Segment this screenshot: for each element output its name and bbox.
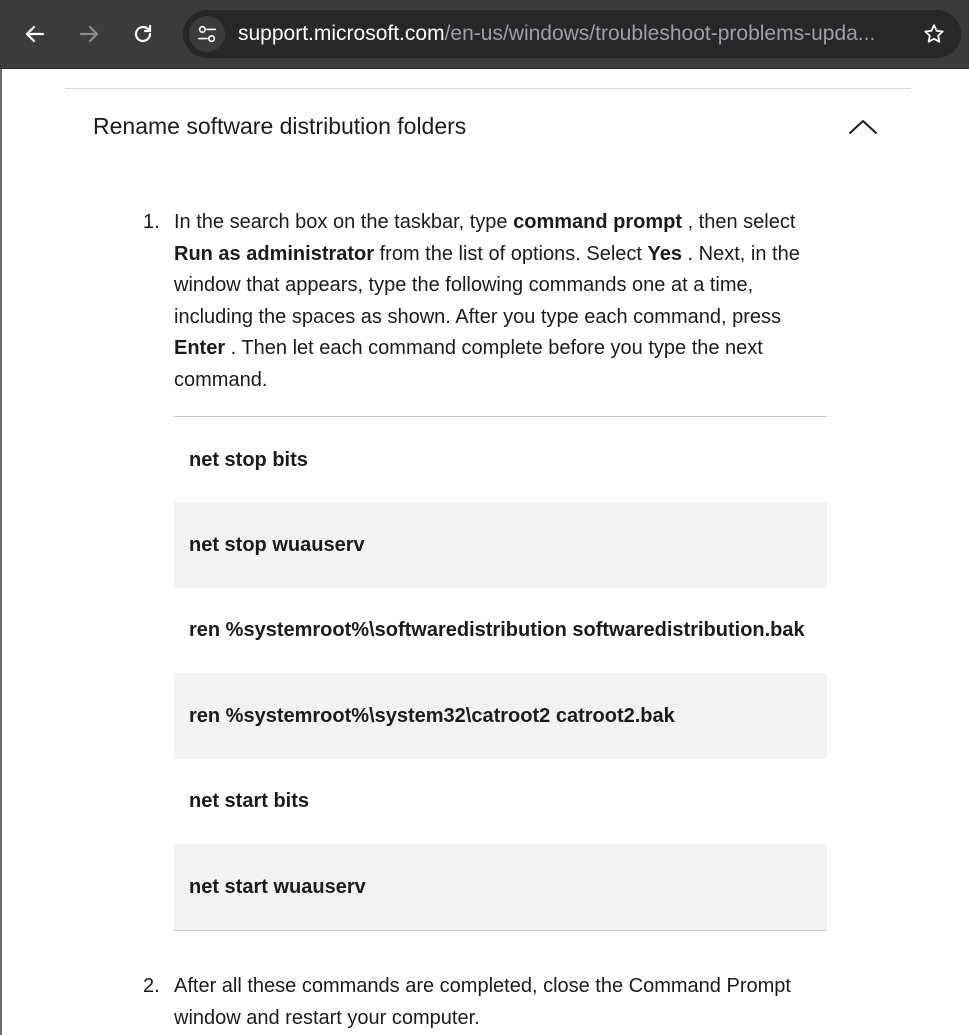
url-text[interactable] <box>238 22 898 46</box>
arrow-left-icon <box>23 22 47 46</box>
command-row: net stop bits <box>189 448 308 471</box>
browser-toolbar <box>0 0 969 69</box>
collapse-toggle[interactable] <box>847 115 879 139</box>
star-icon <box>922 22 946 46</box>
emphasis-yes: Yes <box>647 242 682 265</box>
accordion-title[interactable]: Rename software distribution folders <box>93 113 467 139</box>
command-row: net stop wuauserv <box>174 502 827 588</box>
emphasis-command-prompt: command prompt <box>513 211 683 233</box>
bookmark-button[interactable] <box>921 21 947 47</box>
reload-icon <box>131 22 155 46</box>
address-bar[interactable] <box>183 10 961 58</box>
command-row: net start bits <box>189 789 310 812</box>
text-span: , then select <box>682 211 796 233</box>
step-number: 1. <box>143 211 160 233</box>
back-button[interactable] <box>15 14 55 54</box>
site-info-button[interactable] <box>189 16 225 52</box>
command-row: net start wuauserv <box>174 844 827 930</box>
emphasis-enter: Enter <box>174 337 226 359</box>
step-number: 2. <box>143 975 160 997</box>
url-path: /en-us/windows/troubleshoot-problems-upda... <box>444 22 876 45</box>
emphasis-run-as-admin: Run as administrator <box>174 242 375 265</box>
step-1-text <box>174 207 826 396</box>
text-span: In the search box on the taskbar, type <box>174 211 514 233</box>
url-host: support.microsoft.com <box>238 22 445 45</box>
text-span: . Next, in the window that appears, type the following commands one at a time, including the spaces as shown. After you type each command, press <box>174 242 800 328</box>
tune-icon <box>196 23 218 45</box>
command-row: ren %systemroot%\system32\catroot2 catroot2.bak <box>174 673 827 759</box>
reload-button[interactable] <box>123 14 163 54</box>
arrow-right-icon <box>77 22 101 46</box>
table-bottom-border <box>174 930 827 931</box>
chevron-up-icon <box>847 115 879 139</box>
forward-button[interactable] <box>69 14 109 54</box>
step-2-text: After all these commands are completed, close the Command Prompt window and restart your computer. <box>174 975 791 1029</box>
command-row: ren %systemroot%\softwaredistribution softwaredistribution.bak <box>189 618 805 641</box>
text-span: . Then let each command complete before you type the next command. <box>174 337 763 391</box>
page-content <box>0 69 969 1035</box>
text-span: from the list of options. Select <box>374 242 648 265</box>
divider <box>65 88 911 89</box>
